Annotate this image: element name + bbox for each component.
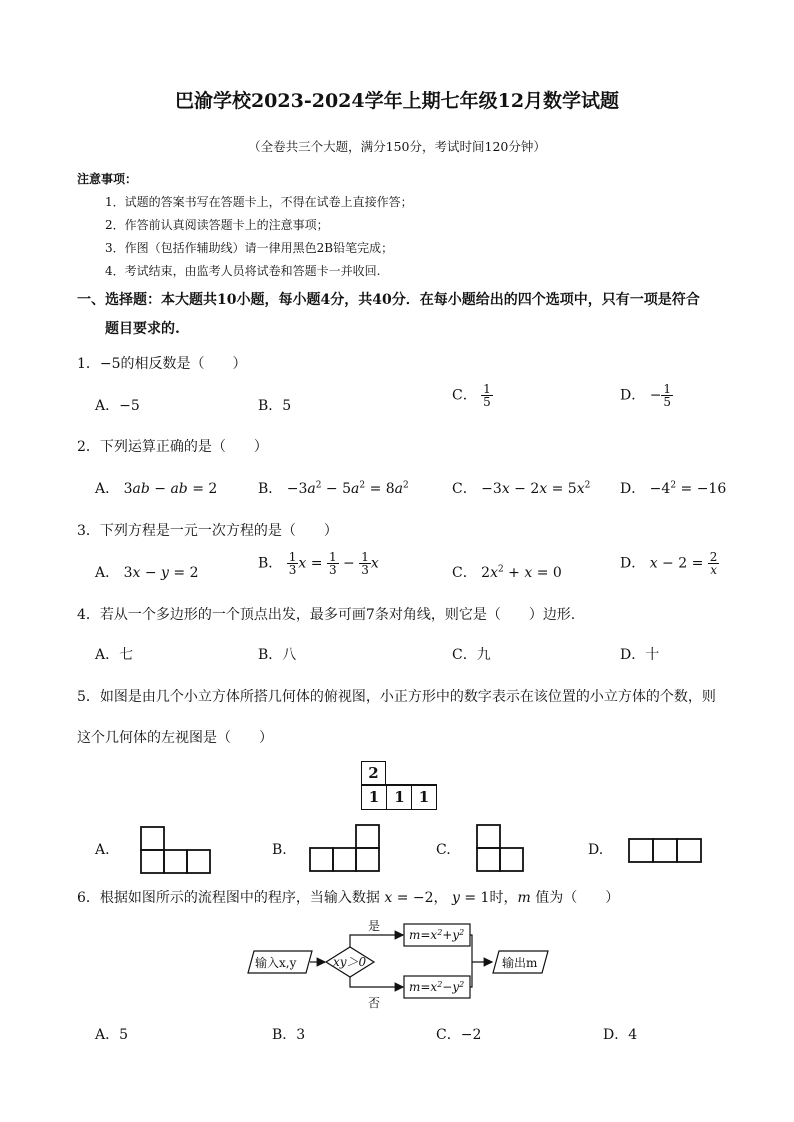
q5-option-b-figure [307,822,383,876]
q4-option-d: D．十 [620,647,660,663]
question-1-stem: 1．−5的相反数是（ ） [77,356,247,372]
flow-output-label: 输出m [502,956,538,970]
q6-option-a: A．5 [95,1027,129,1043]
q5-option-a-figure [138,826,214,876]
q5-option-d-figure [626,836,706,866]
page-title: 巴渝学校2023-2024学年上期七年级12月数学试题 [174,90,620,112]
q1-option-c [452,383,493,408]
section-heading: 一、选择题：本大题共10小题，每小题4分，共40分．在每小题给出的四个选项中，只有一项是符合 [77,292,700,308]
question-3-stem: 3．下列方程是一元一次方程的是（ ） [77,523,338,539]
question-2-stem: 2．下列运算正确的是（ ） [77,439,268,455]
q3-option-d: D． x − 2 = $\frac{2}{x}$ [620,550,718,577]
section-heading-cont: 题目要求的. [105,321,180,337]
q4-option-c: C．九 [452,647,491,663]
q1-option-d-label: D． [620,387,646,404]
q6-option-c: C．−2 [436,1027,482,1043]
flow-no-formula: $m=x^2-y^2$ [409,980,465,994]
note-item: 1．试题的答案书写在答题卡上，不得在试卷上直接作答； [105,195,413,209]
q5-option-a: A. [95,842,110,858]
q5-option-c-figure [474,822,528,876]
q3-option-a: A． 3x − y = 2 [95,565,199,581]
flowchart [240,915,560,1010]
note-item: 3．作图（包括作辅助线）请一律用黑色2B铅笔完成； [105,241,394,255]
flow-no-label: 否 [368,996,381,1010]
flow-input-label: 输入x,y [255,956,297,970]
question-4-stem: 4．若从一个多边形的一个顶点出发，最多可画7条对角线，则它是（ ）边形. [77,607,576,623]
flow-condition-label: xy＞0 [333,955,367,969]
q5-option-d: D. [588,842,604,858]
q1-option-d: D． − $\frac{1}{5}$ [620,382,672,409]
q6-option-b: B．3 [272,1027,306,1043]
q1-option-c-label: C． [452,387,477,404]
q4-option-a: A．七 [95,647,134,663]
question-5-stem-cont: 这个几何体的左视图是（ ） [77,730,273,746]
q6-option-d: D．4 [603,1027,638,1043]
note-item: 4．考试结束，由监考人员将试卷和答题卡一并收回. [105,264,381,278]
notes-heading: 注意事项： [77,172,138,186]
q4-option-b: B．八 [258,647,297,663]
flow-yes-formula: $m=x^2+y^2$ [409,928,465,942]
question-5-stem: 5．如图是由几个小立方体所搭几何体的俯视图，小正方形中的数字表示在该位置的小立方体的个数，则 [77,689,716,705]
q1-option-b: B．5 [258,398,292,414]
q2-option-d: D． $-4^2 = -16$ [620,480,727,497]
note-item: 2．作答前认真阅读答题卡上的注意事项； [105,218,329,232]
q5-option-b: B. [272,842,287,858]
flow-yes-label: 是 [368,919,381,933]
q2-option-a: A． 3ab − ab = 2 [95,481,218,497]
q1-option-d-fraction: $\frac{1}{5}$ [663,382,672,409]
q3-option-c: C． $2x^2 + x = 0$ [452,564,562,581]
exam-info: （全卷共三个大题，满分150分，考试时间120分钟） [248,139,546,154]
grid-cell: 1 [386,785,412,810]
q1-option-a: A．−5 [95,398,140,414]
q5-option-c: C. [436,842,451,858]
q3-option-b: B． $\frac{1}{3}$ x = $\frac{1}{3}$ − $\frac{1}{3}$ x [258,550,379,577]
q1-option-c-fraction: $\frac{1}{5}$ [483,382,491,409]
question-6-stem: 6．根据如图所示的流程图中的程序，当输入数据 x = −2， y = 1时，m 值为（ ） [77,890,620,906]
grid-cell: 2 [361,761,386,785]
q2-option-c: C． $-3x - 2x = 5x^2$ [452,480,591,497]
grid-cell: 1 [411,785,437,810]
grid-cell: 1 [361,785,387,810]
q2-option-b: B． $-3a^2 - 5a^2 = 8a^2$ [258,480,409,497]
